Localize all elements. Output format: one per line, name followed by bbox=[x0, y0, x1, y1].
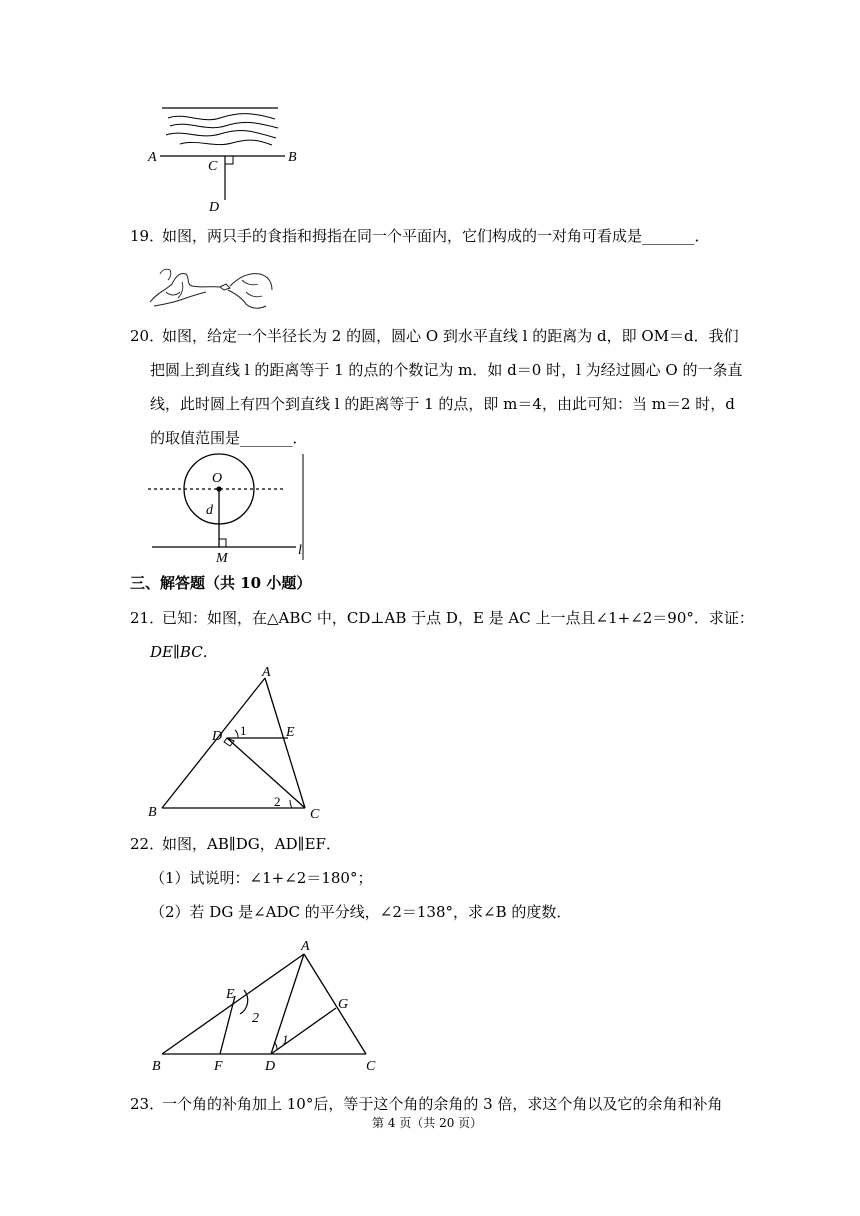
fig22-label-1: 1 bbox=[282, 1032, 289, 1047]
fig20-label-d: d bbox=[206, 503, 213, 518]
fig22-label-f: F bbox=[214, 1059, 223, 1074]
fig21-label-a: A bbox=[262, 665, 271, 680]
fig21-label-1: 1 bbox=[240, 723, 247, 738]
q22-sub2: （2）若 DG 是∠ADC 的平分线，∠2＝138°，求∠B 的度数． bbox=[150, 903, 572, 921]
fig22-label-2: 2 bbox=[252, 1011, 259, 1026]
fig22-label-a: A bbox=[301, 939, 310, 954]
q19-number: 19． bbox=[130, 227, 165, 245]
figure-q20 bbox=[146, 452, 306, 564]
fig22-label-b: B bbox=[152, 1059, 161, 1074]
page-footer: 第 4 页（共 20 页） bbox=[372, 1116, 483, 1130]
hands-image bbox=[146, 262, 276, 312]
fig22-label-e: E bbox=[226, 987, 235, 1002]
section3-title: 三、解答题（共 10 小题） bbox=[130, 574, 312, 592]
q20-line1: 如图，给定一个半径长为 2 的圆，圆心 O 到水平直线 l 的距离为 d，即 OM＝d．我们 bbox=[162, 327, 739, 345]
q22-line1: 如图，AB∥DG，AD∥EF． bbox=[162, 835, 341, 853]
q19-text: 如图，两只手的食指和拇指在同一个平面内，它们构成的一对角可看成是_______． bbox=[162, 227, 710, 245]
figure-q22 bbox=[148, 936, 384, 1078]
fig21-label-c: C bbox=[310, 807, 320, 822]
fig18-label-a: A bbox=[148, 150, 157, 165]
fig22-label-c: C bbox=[366, 1059, 376, 1074]
fig18-label-d: D bbox=[209, 200, 220, 215]
fig21-label-b: B bbox=[148, 805, 157, 820]
fig20-label-o: O bbox=[212, 471, 223, 486]
fig18-label-b: B bbox=[288, 150, 297, 165]
fig20-label-m: M bbox=[216, 551, 228, 564]
fig21-label-2: 2 bbox=[274, 794, 281, 809]
figure-q21 bbox=[140, 664, 340, 824]
fig20-label-l: l bbox=[298, 543, 302, 558]
q21-line2: DE∥BC． bbox=[150, 643, 218, 661]
q21-line1: 已知：如图，在△ABC 中，CD⊥AB 于点 D，E 是 AC 上一点且∠1+∠2＝90°．求证： bbox=[162, 609, 754, 627]
q20-line4: 的取值范围是_______． bbox=[150, 429, 308, 447]
q23-line1: 一个角的补角加上 10°后，等于这个角的余角的 3 倍，求这个角以及它的余角和补角 bbox=[162, 1095, 723, 1113]
q23-number: 23． bbox=[130, 1095, 165, 1113]
q20-line3: 线，此时圆上有四个到直线 l 的距离等于 1 的点，即 m＝4，由此可知：当 m＝2 时，d bbox=[150, 395, 735, 413]
q22-sub1: （1）试说明：∠1+∠2＝180°； bbox=[150, 869, 373, 887]
figure-q18 bbox=[140, 98, 310, 216]
q20-number: 20． bbox=[130, 327, 165, 345]
fig22-label-d: D bbox=[265, 1059, 276, 1074]
q20-line2: 把圆上到直线 l 的距离等于 1 的点的个数记为 m．如 d＝0 时，l 为经过圆心 O 的一条直 bbox=[150, 361, 743, 379]
q22-number: 22． bbox=[130, 835, 165, 853]
fig22-label-g: G bbox=[338, 997, 349, 1012]
fig21-label-d: D bbox=[212, 729, 223, 744]
q21-number: 21． bbox=[130, 609, 165, 627]
fig18-label-c: C bbox=[208, 159, 218, 174]
fig21-label-e: E bbox=[286, 725, 295, 740]
